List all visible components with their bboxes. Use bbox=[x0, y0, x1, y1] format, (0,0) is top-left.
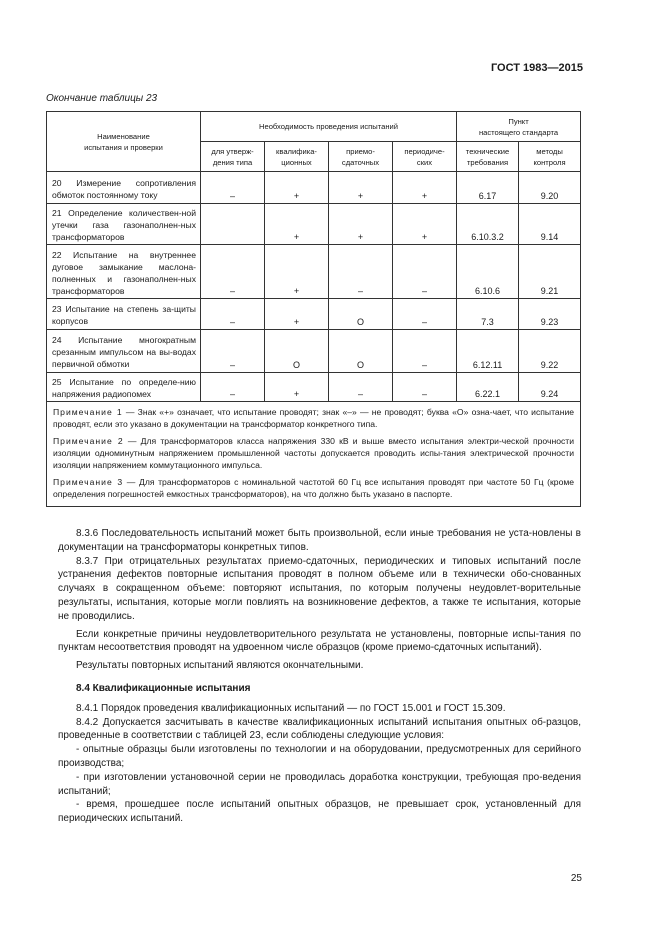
cell-methods: 9.23 bbox=[519, 299, 581, 330]
table-row bbox=[47, 172, 581, 204]
col-group-tests: Необходимость проведения испытаний bbox=[201, 112, 457, 142]
table-notes bbox=[47, 402, 581, 507]
row-name: 22 Испытание на внутреннее дуговое замыкание маслона-полненных и газонаполнен-ных трансформаторов bbox=[47, 245, 201, 299]
paragraph-8-3-6: 8.3.6 Последовательность испытаний может быть произвольной, если иные требования не уста-новлены в документации на трансформаторы конкретных типов. bbox=[58, 528, 581, 553]
cell-requirements: 6.17 bbox=[457, 172, 519, 204]
cell-methods: 9.24 bbox=[519, 373, 581, 402]
table-row bbox=[47, 330, 581, 373]
row-name: 25 Испытание по определе-нию напряжения радиопомех bbox=[47, 373, 201, 402]
table-row bbox=[47, 245, 581, 299]
list-item: - время, прошедшее после испытаний опытных образцов, не превышает срок, установленный для периодических испытаний. bbox=[58, 799, 581, 825]
note-text: — Знак «+» означает, что испытание проводят; знак «–» — не проводят; буква «О» озна-чает, что испытание проводят, если это указано в документации на трансформатор конкретного типа. bbox=[53, 407, 575, 429]
cell-type-approval: – bbox=[201, 245, 265, 299]
paragraph-8-4-2: 8.4.2 Допускается засчитывать в качестве квалификационных испытаний испытания опытных об-разцов, проведенные в соответствии с таблицей 23, если соблюдены следующие условия: bbox=[58, 716, 581, 742]
col-group-point: Пункт настоящего стандарта bbox=[457, 112, 581, 142]
paragraph-repeat-tests: Если конкретные причины неудовлетворительного результата не установлены, повторные испы-тания по пунктам несоответствия проводят на удвоенном числе образцов (кроме приемо-сдаточных испытаний). bbox=[58, 628, 581, 654]
row-name: 21 Определение количествен-ной утечки газа газонаполнен-ных трансформаторов bbox=[47, 204, 201, 245]
cell-requirements: 6.10.6 bbox=[457, 245, 519, 299]
cell-qualification: + bbox=[265, 373, 329, 402]
note-text: — Для трансформаторов класса напряжения 330 кВ и выше вместо испытания электри-ческой прочности изоляции одноминутным напряжением промышленной частоты допускается проводить испы-тания электрической прочности изоляции напряжением коммутационного импульса. bbox=[53, 436, 575, 470]
section-heading-8-4: 8.4 Квалификационные испытания bbox=[76, 682, 251, 694]
body-text bbox=[58, 527, 581, 826]
cell-type-approval bbox=[201, 204, 265, 245]
cell-type-approval: – bbox=[201, 172, 265, 204]
cell-methods: 9.14 bbox=[519, 204, 581, 245]
note-2 bbox=[53, 435, 574, 471]
cell-periodic: – bbox=[393, 373, 457, 402]
tests-table bbox=[46, 111, 581, 507]
col-header-methods: методы контроля bbox=[519, 142, 581, 172]
table-row bbox=[47, 299, 581, 330]
cell-acceptance: + bbox=[329, 204, 393, 245]
col-header-periodic: периодиче- ских bbox=[393, 142, 457, 172]
paragraph-final-results: Результаты повторных испытаний являются окончательными. bbox=[76, 660, 364, 672]
cell-periodic: – bbox=[393, 330, 457, 373]
col-header-qualification: квалифика- ционных bbox=[265, 142, 329, 172]
col-header-acceptance: приемо- сдаточных bbox=[329, 142, 393, 172]
standard-header: ГОСТ 1983—2015 bbox=[490, 62, 583, 74]
cell-type-approval: – bbox=[201, 330, 265, 373]
cell-qualification: + bbox=[265, 245, 329, 299]
cell-qualification: О bbox=[265, 330, 329, 373]
cell-acceptance: + bbox=[329, 172, 393, 204]
row-name: 24 Испытание многократным срезанным импульсом на вы-водах первичной обмотки bbox=[47, 330, 201, 373]
cell-qualification: + bbox=[265, 172, 329, 204]
row-name: 23 Испытание на степень за-щиты корпусов bbox=[47, 299, 201, 330]
paragraph-8-3-7: 8.3.7 При отрицательных результатах приемо-сдаточных, периодических и типовых испытаний после устранения дефектов повторные испытания проводят в полном объеме или в технически обо-снованных случаях в сокращенном объеме: повторяют испытания, по которым получены неудовлет-ворительные результаты, испытания, которые могли повлиять на возникновение дефектов, а также те испытания, которые не проводились. bbox=[58, 555, 581, 622]
cell-acceptance: О bbox=[329, 330, 393, 373]
cell-periodic: + bbox=[393, 204, 457, 245]
paragraph-8-4-1: 8.4.1 Порядок проведения квалификационных испытаний — по ГОСТ 15.001 и ГОСТ 15.309. bbox=[76, 702, 506, 714]
cell-requirements: 6.22.1 bbox=[457, 373, 519, 402]
note-label: Примечание 2 bbox=[53, 436, 124, 446]
cell-methods: 9.21 bbox=[519, 245, 581, 299]
note-label: Примечание 3 bbox=[53, 477, 124, 487]
col-header-type-approval: для утверж- дения типа bbox=[201, 142, 265, 172]
list-item: - опытные образцы были изготовлены по технологии и на оборудовании, предусмотренных для серийного производства; bbox=[58, 744, 581, 769]
col-header-requirements: технические требования bbox=[457, 142, 519, 172]
cell-type-approval: – bbox=[201, 299, 265, 330]
col-header-name: Наименование испытания и проверки bbox=[47, 112, 201, 172]
cell-acceptance: О bbox=[329, 299, 393, 330]
cell-requirements: 6.10.3.2 bbox=[457, 204, 519, 245]
cell-acceptance: – bbox=[329, 373, 393, 402]
cell-qualification: + bbox=[265, 204, 329, 245]
note-1 bbox=[53, 406, 574, 430]
note-label: Примечание 1 bbox=[53, 407, 123, 417]
row-name: 20 Измерение сопротивления обмоток постоянному току bbox=[47, 172, 201, 204]
cell-methods: 9.22 bbox=[519, 330, 581, 373]
cell-acceptance: – bbox=[329, 245, 393, 299]
cell-periodic: – bbox=[393, 245, 457, 299]
table-row bbox=[47, 204, 581, 245]
table-row bbox=[47, 373, 581, 402]
note-text: — Для трансформаторов с номинальной частотой 60 Гц все испытания проводят при частоте 50 Гц (кроме определения погрешностей емкостных трансформаторов), на что должно быть указано в паспорте. bbox=[53, 477, 575, 499]
page-number: 25 bbox=[570, 873, 582, 884]
cell-methods: 9.20 bbox=[519, 172, 581, 204]
list-item: - при изготовлении установочной серии не проводилась доработка конструкции, требующая про-ведения испытаний; bbox=[58, 771, 581, 797]
cell-type-approval: – bbox=[201, 373, 265, 402]
cell-requirements: 6.12.11 bbox=[457, 330, 519, 373]
cell-periodic: + bbox=[393, 172, 457, 204]
cell-periodic: – bbox=[393, 299, 457, 330]
note-3 bbox=[53, 476, 574, 500]
table-caption: Окончание таблицы 23 bbox=[46, 93, 158, 104]
cell-qualification: + bbox=[265, 299, 329, 330]
cell-requirements: 7.3 bbox=[457, 299, 519, 330]
